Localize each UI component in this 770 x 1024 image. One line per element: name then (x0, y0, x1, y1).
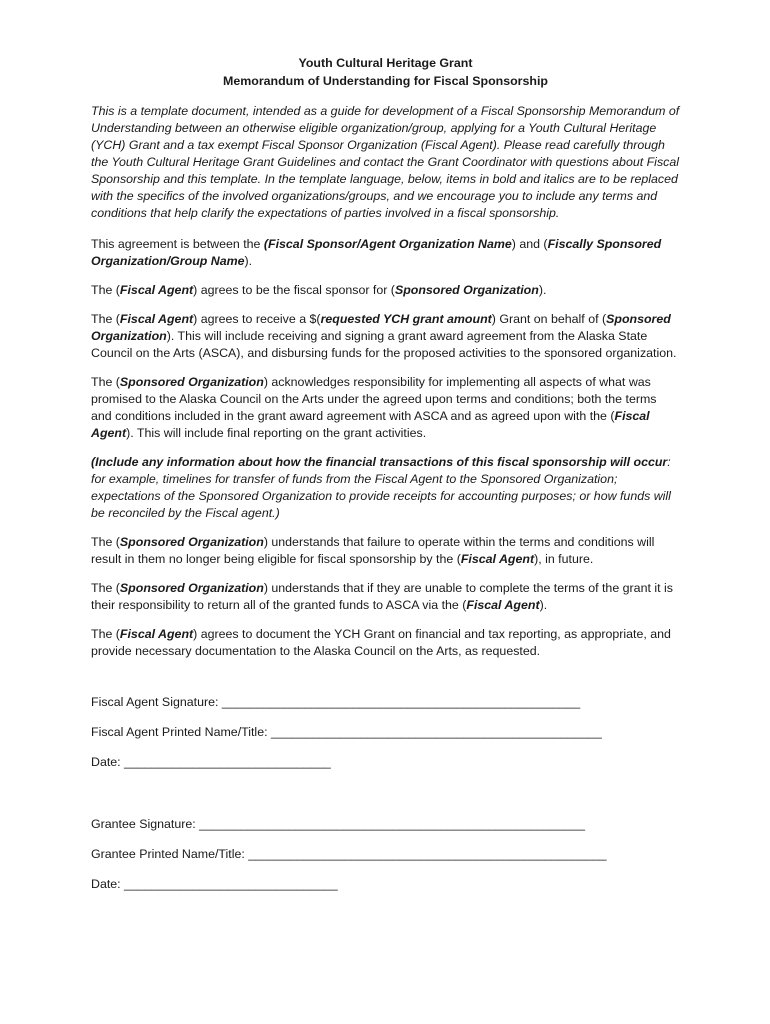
financial-transactions-paragraph: (Include any information about how the financial transactions of this fiscal sponsorship will occur: for example, timelines for transfer of funds from the Fiscal Agent to the Sponsored Organization; expectations of the Sponsored Organization to provide receipts for accounting purposes; or how funds will be reconciled by the Fiscal agent.) (91, 455, 671, 520)
signature-block (91, 694, 680, 893)
grant-receipt-paragraph: The (Fiscal Agent) agrees to receive a $(requested YCH grant amount) Grant on behalf of (Sponsored Organization). This will include receiving and signing a grant award agreement from the Alaska State Council on the Arts (ASCA), and disbursing funds for the proposed activities to the sponsored organization. (91, 312, 677, 360)
intro-paragraph: This is a template document, intended as a guide for development of a Fiscal Sponsorship Memorandum of Understanding between an otherwise eligible organization/group, applying for a Youth Cultural Heritage (YCH) Grant and a tax exempt Fiscal Sponsor Organization (Fiscal Agent). Please read carefully through the Youth Cultural Heritage Grant Guidelines and contact the Grant Coordinator with questions about Fiscal Sponsorship and this template. In the template language, below, items in bold and italics are to be replaced with the specifics of the involved organizations/groups, and we encourage you to include any terms and conditions that help clarify the expectations of parties involved in a fiscal sponsorship. (91, 104, 680, 220)
document-title: Youth Cultural Heritage Grant (298, 56, 473, 70)
grantee-signature-field[interactable]: Grantee Signature: ________________________________________________________ (91, 817, 586, 831)
fiscal-agent-date-field[interactable]: Date: ______________________________ (91, 755, 331, 769)
grantee-name-field[interactable]: Grantee Printed Name/Title: ____________________________________________________ (91, 847, 607, 861)
fiscal-sponsor-paragraph: The (Fiscal Agent) agrees to be the fiscal sponsor for (Sponsored Organization). (91, 283, 547, 297)
grantee-date-field[interactable]: Date: _______________________________ (91, 877, 338, 891)
document-subtitle: Memorandum of Understanding for Fiscal Sponsorship (223, 74, 548, 88)
documentation-paragraph: The (Fiscal Agent) agrees to document the YCH Grant on financial and tax reporting, as appropriate, and provide necessary documentation to the Alaska Council on the Arts, as requested. (91, 627, 671, 658)
responsibility-paragraph: The (Sponsored Organization) acknowledges responsibility for implementing all aspects of what was promised to the Alaska Council on the Arts under the agreed upon terms and conditions; both the terms and conditions included in the grant award agreement with ASCA and as agreed upon with the (Fiscal Agent). This will include final reporting on the grant activities. (91, 375, 657, 440)
signature-spacer (91, 784, 680, 816)
fiscal-agent-name-field[interactable]: Fiscal Agent Printed Name/Title: ________________________________________________ (91, 725, 602, 739)
refund-paragraph: The (Sponsored Organization) understands that if they are unable to complete the terms of the grant it is their responsibility to return all of the granted funds to ASCA via the (Fiscal Agent). (91, 581, 673, 612)
eligibility-paragraph: The (Sponsored Organization) understands that failure to operate within the terms and conditions will result in them no longer being eligible for fiscal sponsorship by the (Fiscal Agent), in future. (91, 535, 655, 566)
agreement-parties-paragraph: This agreement is between the (Fiscal Sponsor/Agent Organization Name) and (Fiscally Sponsored Organization/Group Name). (91, 237, 662, 268)
fiscal-agent-signature-field[interactable]: Fiscal Agent Signature: ____________________________________________________ (91, 695, 581, 709)
